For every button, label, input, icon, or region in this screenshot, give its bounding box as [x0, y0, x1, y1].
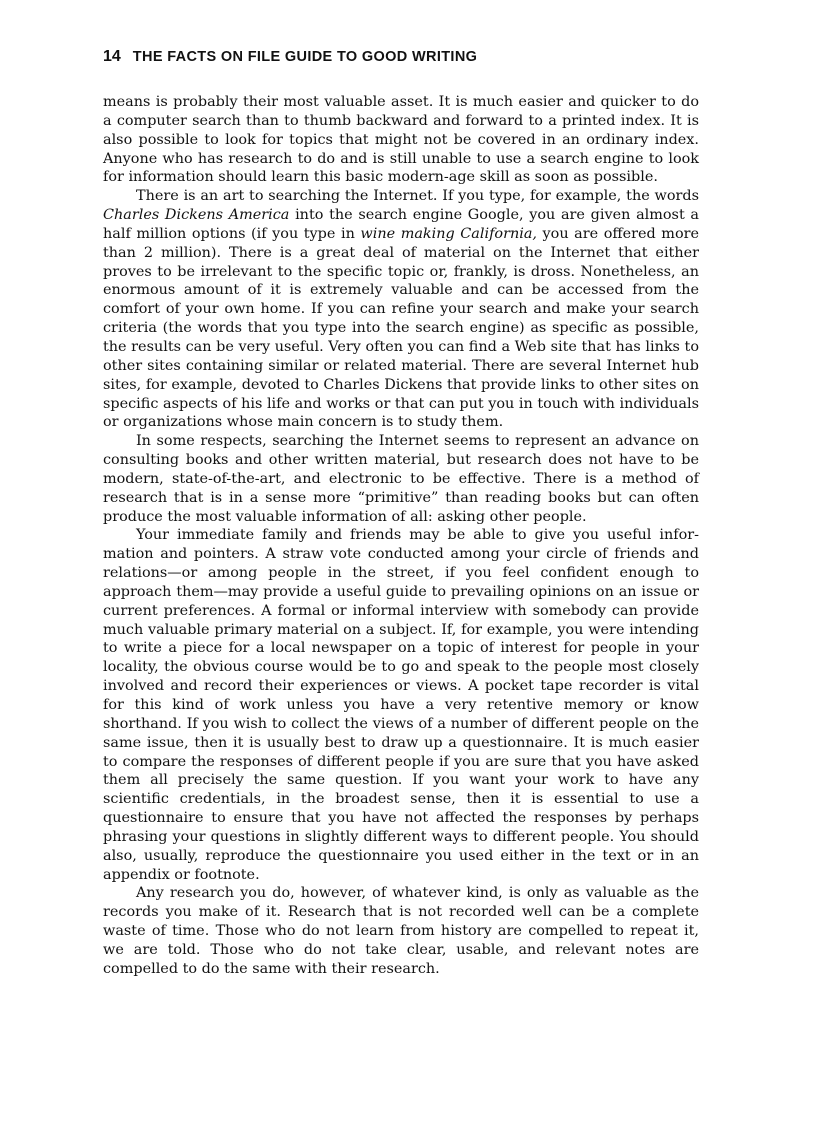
paragraph-continued: means is probably their most valuable asset. It is much easier and quicker to do a computer search than to thumb backward and forward to a printed index. It is also possible to look for topics that might not be covered in an ordinary index. Anyone who has research to do and is still unable to use a search engine to look for information should learn this basic modern-age skill as soon as possible.	[103, 94, 699, 186]
body-text	[103, 93, 699, 979]
italic-search-example: wine making California,	[360, 225, 537, 242]
running-head	[103, 48, 699, 66]
paragraph-internet-search	[103, 187, 699, 432]
running-head-title: THE FACTS ON FILE GUIDE TO GOOD WRITING	[132, 49, 478, 65]
text-run: There is an art to searching the Internet. If you type, for example, the words	[136, 188, 699, 205]
italic-search-example: Charles Dickens America	[103, 207, 290, 224]
text-run: you are offered more than 2 million). There is a great deal of material on the Internet that either proves to be irrelevant to the specific topic or, frankly, is dross. Nonetheless, an enormous amount of it is extremely valuable and can be accessed from the comfort of your own home. If you can refine your search and make your search criteria (the words that you type into the search engine) as specific as possible, the results can be very useful. Very often you can find a Web site that has links to other sites containing similar or related material. There are several Internet hub sites, for example, devoted to Charles Dickens that provide links to other sites on specific aspects of his life and works or that can put you in touch with individuals or organizations whose main concern is to study them.	[103, 225, 699, 431]
paragraph-primitive-research: In some respects, searching the Internet seems to represent an advance on consulting books and other written material, but research does not have to be modern, state-of-the-art, and electronic to be effective. There is a method of research that is in a sense more “primitive” than reading books but can often produce the most valuable information of all: asking other people.	[103, 433, 699, 525]
text-run: into the search engine Google, you are given almost a half million options (if you type in	[103, 207, 699, 242]
paragraph-family-friends: Your immediate family and friends may be able to give you useful information and pointers. A straw vote conducted among your circle of friends and relations—or among people in the street, if you feel confident enough to approach them—may provide a useful guide to prevailing opinions on an issue or current preferences. A formal or informal interview with somebody can provide much valuable primary material on a subject. If, for example, you were intending to write a piece for a local newspaper on a topic of interest for people in your locality, the obvious course would be to go and speak to the people most closely involved and record their experiences or views. A pocket tape recorder is vital for this kind of work unless you have a very retentive memory or know shorthand. If you wish to collect the views of a number of different people on the same issue, then it is usually best to draw up a questionnaire. It is much easier to compare the responses of different people if you are sure that you have asked them all precisely the same question. If you want your work to have any scientific credentials, in the broadest sense, then it is essential to use a questionnaire to ensure that you have not affected the responses by perhaps phrasing your questions in slightly different ways to different people. You should also, usually, reproduce the questionnaire you used either in the text or in an appendix or footnote.	[103, 527, 699, 883]
page-number: 14	[103, 48, 121, 65]
paragraph-records: Any research you do, however, of whatever kind, is only as valuable as the records you make of it. Research that is not recorded well can be a complete waste of time. Those who do not learn from history are compelled to repeat it, we are told. Those who do not take clear, usable, and relevant notes are compelled to do the same with their research.	[103, 885, 699, 977]
